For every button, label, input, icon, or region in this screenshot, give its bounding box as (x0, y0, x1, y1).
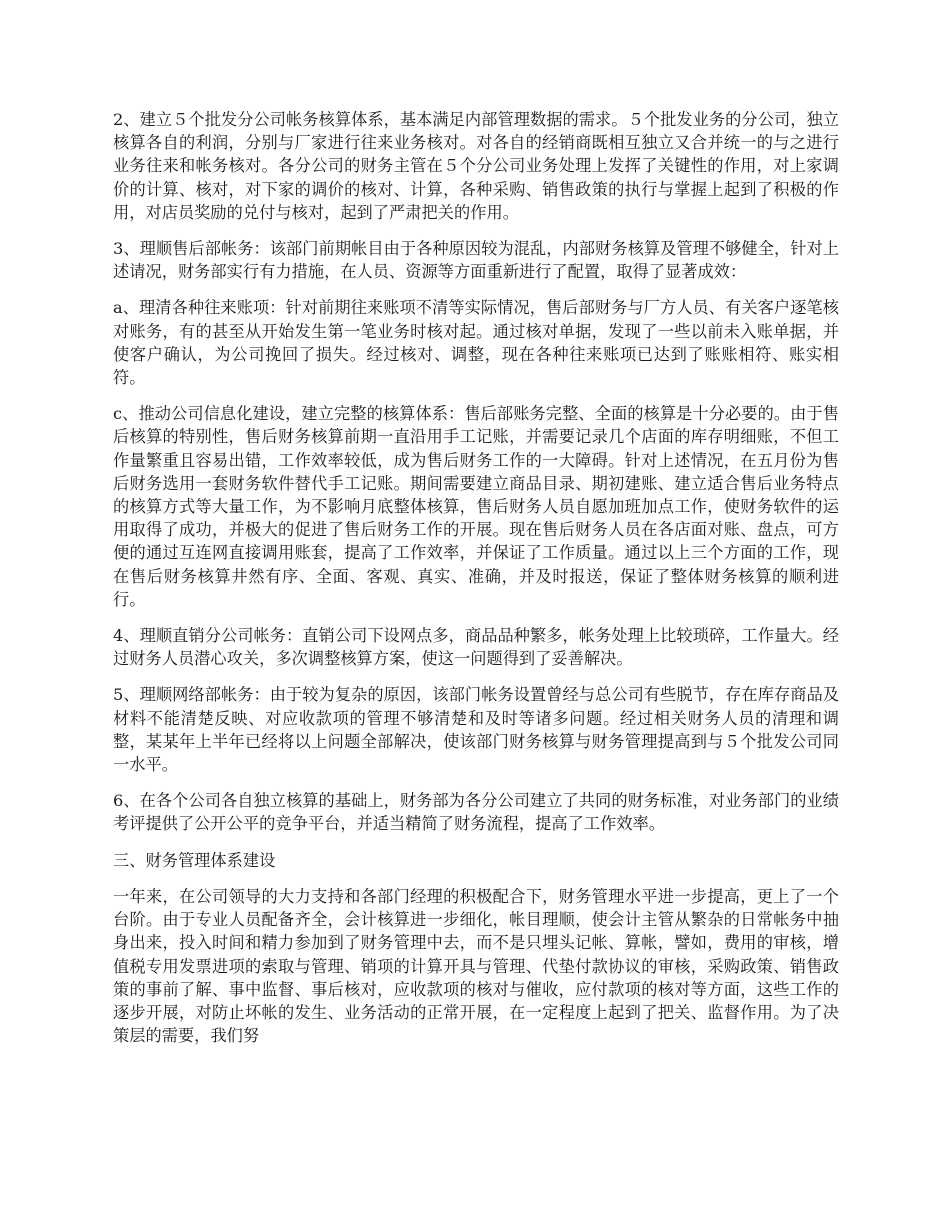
paragraph-3-after-sales: 3、理顺售后部帐务：该部门前期帐目由于各种原因较为混乱，内部财务核算及管理不够健全，针对上述请况，财务部实行有力措施，在人员、资源等方面重新进行了配置，取得了显著成效： (113, 239, 839, 282)
document-body (113, 108, 839, 1060)
paragraph-2-batch-branches: 2、建立５个批发分公司帐务核算体系，基本满足内部管理数据的需求。５个批发业务的分公司，独立核算各自的利润，分别与厂家进行往来业务核对。对各自的经销商既相互独立又合并统一的与之进行业务往来和帐务核对。各分公司的财务主管在５个分公司业务处理上发挥了关键性的作用，对上家调价的计算、核对，对下家的调价的核对、计算，各种采购、销售政策的执行与掌握上起到了积极的作用，对店员奖励的兑付与核对，起到了严肃把关的作用。 (113, 110, 839, 222)
paragraph-5-network-dept: 5、理顺网络部帐务：由于较为复杂的原因，该部门帐务设置曾经与总公司有些脱节，存在库存商品及材料不能清楚反映、对应收款项的管理不够清楚和及时等诸多问题。经过相关财务人员的清理和调整，某某年上半年已经将以上问题全部解决，使该部门财务核算与财务管理提高到与５个批发公司同一水平。 (113, 685, 839, 775)
paragraph-6-standards: 6、在各个公司各自独立核算的基础上，财务部为各分公司建立了共同的财务标准，对业务部门的业绩考评提供了公开公平的竞争平台，并适当精简了财务流程，提高了工作效率。 (113, 791, 839, 834)
paragraph-management-system: 一年来，在公司领导的大力支持和各部门经理的积极配合下，财务管理水平进一步提高，更上了一个台阶。由于专业人员配备齐全，会计核算进一步细化，帐目理顺，使会计主管从繁杂的日常帐务中抽身出来，投入时间和精力参加到了财务管理中去，而不是只埋头记帐、算帐，譬如，费用的审核，增值税专用发票进项的索取与管理、销项的计算开具与管理、代垫付款协议的审核，采购政策、销售政策的事前了解、事中监督、事后核对，应收款项的核对与催收，应付款项的核对等方面，这些工作的逐步开展，对防止坏帐的发生、业务活动的正常开展，在一定程度上起到了把关、监督作用。为了决策层的需要，我们努 (113, 886, 839, 1046)
paragraph-4-direct-sales: 4、理顺直销分公司帐务：直销公司下设网点多，商品品种繁多，帐务处理上比较琐碎，工作量大。经过财务人员潜心攻关，多次调整核算方案，使这一问题得到了妥善解决。 (113, 626, 839, 669)
paragraph-a-accounts: a、理清各种往来账项：针对前期往来账项不清等实际情况，售后部财务与厂方人员、有关客户逐笔核对账务，有的甚至从开始发生第一笔业务时核对起。通过核对单据，发现了一些以前未入账单据，并使客户确认，为公司挽回了损失。经过核对、调整，现在各种往来账项已达到了账账相符、账实相符。 (113, 298, 839, 388)
paragraph-c-informatization: c、推动公司信息化建设，建立完整的核算体系：售后部账务完整、全面的核算是十分必要的。由于售后核算的特别性，售后财务核算前期一直沿用手工记账，并需要记录几个店面的库存明细账，不但工作量繁重且容易出错，工作效率较低，成为售后财务工作的一大障碍。针对上述情况，在五月份为售后财务选用一套财务软件替代手工记账。期间需要建立商品目录、期初建账、建立适合售后业务特点的核算方式等大量工作，为不影响月底整体核算，售后财务人员自愿加班加点工作，使财务软件的运用取得了成功，并极大的促进了售后财务工作的开展。现在售后财务人员在各店面对账、盘点，可方便的通过互连网直接调用账套，提高了工作效率，并保证了工作质量。通过以上三个方面的工作，现在售后财务核算井然有序、全面、客观、真实、准确，并及时报送，保证了整体财务核算的顺利进行。 (113, 404, 839, 609)
section-heading-3: 三、财务管理体系建设 (113, 850, 276, 870)
